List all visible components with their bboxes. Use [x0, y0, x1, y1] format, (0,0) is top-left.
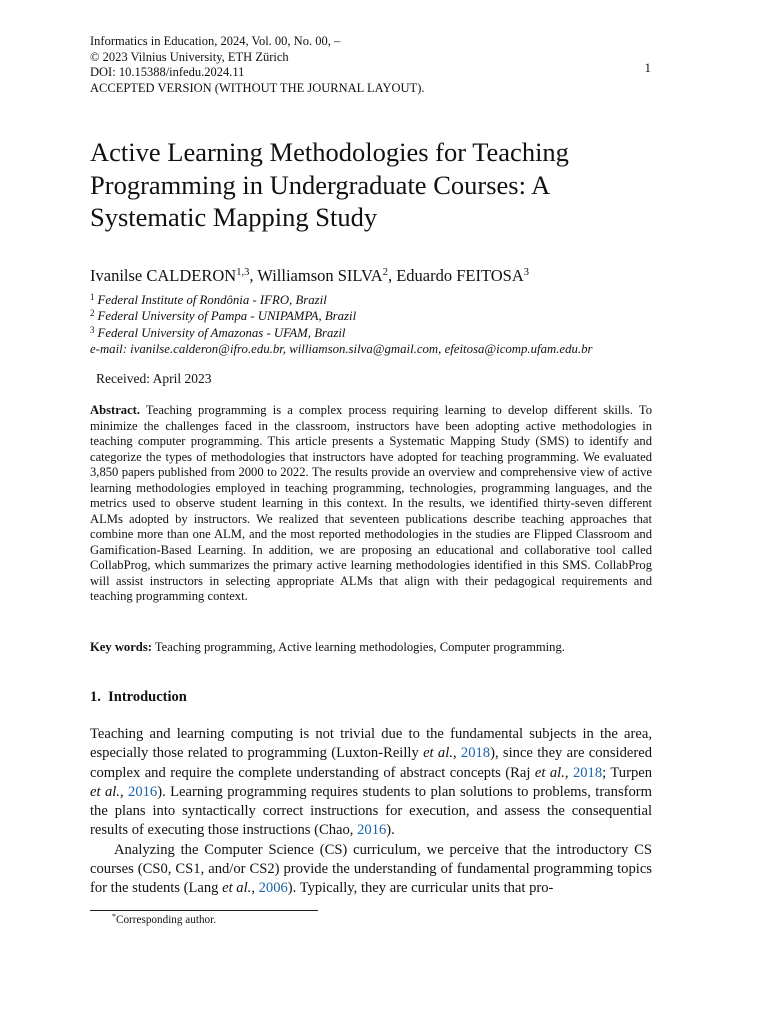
version-note: ACCEPTED VERSION (WITHOUT THE JOURNAL LAYOUT).	[90, 80, 425, 95]
abstract	[90, 403, 652, 605]
abstract-label: Abstract.	[90, 403, 141, 417]
affiliation-text: Federal Institute of Rondônia - IFRO, Brazil	[97, 293, 327, 307]
text-run: ).	[386, 822, 395, 839]
copyright-line: © 2023 Vilnius University, ETH Zürich	[90, 49, 289, 64]
author-separator: ,	[387, 266, 397, 285]
text-run: Analyzing the Computer Science (CS) curriculum, we perceive that the introductory CS courses (CS0, CS1, and/or CS2) provide the understanding of fundamental programming topics for the students (Lang	[90, 841, 652, 897]
affiliation-number: 1	[90, 292, 95, 302]
text-run: ,	[251, 880, 259, 897]
author-list	[90, 266, 529, 286]
affiliation-item	[90, 325, 592, 341]
text-run: ), since they are considered complex and require the complete understanding of abstract concepts (Raj	[90, 745, 652, 781]
paragraph	[90, 841, 652, 899]
doi-line: DOI: 10.15388/infedu.2024.11	[90, 65, 245, 79]
keywords-text: Teaching programming, Active learning methodologies, Computer programming.	[154, 640, 565, 654]
et-al: et al.	[423, 745, 453, 762]
page-number: 1	[644, 60, 651, 75]
abstract-text: Teaching programming is a complex process requiring learning to develop different skills. To minimize the challenges faced in the classroom, instructors have been adopting active methodologies in teaching computer programming. This article presents a Systematic Mapping Study (SMS) to identify and categorize the types of methodologies that instructors have adopted for teaching programming. We evaluated 3,850 papers published from 2000 to 2022. The results provide an overview and comprehensive view of active learning methodologies employed in teaching programming, technologies, programming languages, and the metrics used to observe student learning in this context. In the results, we identified thirty-seven different ALMs adopted by instructors. We realized that seventeen publications describe teaching approaches that combine more than one ALM, and the most reported methodologies in the studies are Flipped Classroom and Gamification-Based Learning. In addition, we are proposing an educational and collaborative tool called CollabProg, which summarizes the primary active learning methodologies identified in this SMS. CollabProg will assist instructors in selecting appropriate ALMs that align with their pedagogical requirements and teaching programming context.	[90, 403, 652, 603]
affiliation-text: Federal University of Pampa - UNIPAMPA, Brazil	[97, 309, 357, 324]
author-affiliation-mark: 3	[523, 267, 529, 278]
keywords	[90, 640, 652, 656]
text-run: ,	[452, 745, 461, 762]
et-al: et al.	[534, 764, 565, 781]
author-name: Williamson SILVA	[257, 266, 383, 285]
affiliation-item	[90, 292, 592, 308]
received-date: Received: April 2023	[96, 371, 212, 386]
affiliation-text: Federal University of Amazonas - UFAM, Brazil	[97, 325, 346, 340]
footnote-text: Corresponding author.	[116, 914, 217, 926]
paper-title: Active Learning Methodologies for Teaching Programming in Undergraduate Courses: A Systematic Mapping Study	[90, 137, 569, 232]
author-emails: e-mail: ivanilse.calderon@ifro.edu.br, williamson.silva@gmail.com, efeitosa@icomp.ufam.edu.br	[90, 341, 593, 356]
section-title: Introduction	[108, 689, 187, 705]
author-affiliation-mark: 1,3	[236, 267, 250, 278]
paragraph	[90, 725, 652, 841]
citation-link[interactable]: 2018	[572, 764, 603, 781]
text-run: ,	[119, 783, 129, 800]
affiliation-number: 2	[90, 308, 95, 319]
affiliation-item	[90, 308, 592, 324]
section-heading-introduction	[90, 689, 187, 706]
journal-citation: Informatics in Education, 2024, Vol. 00, No. 00, –	[90, 34, 341, 48]
introduction-body	[90, 725, 652, 899]
section-number: 1.	[90, 689, 101, 705]
et-al: et al.	[90, 783, 120, 800]
citation-link[interactable]: 2016	[128, 783, 158, 800]
affiliation-number: 3	[90, 324, 95, 335]
citation-link[interactable]: 2016	[357, 822, 387, 839]
journal-header	[90, 34, 424, 96]
citation-link[interactable]: 2018	[460, 745, 491, 762]
et-al: et al.	[222, 880, 252, 897]
text-run: Teaching and learning computing is not trivial due to the fundamental subjects in the area, especially those related to programming (Luxton-Reilly	[90, 726, 652, 762]
author-name: Eduardo FEITOSA	[396, 266, 524, 285]
author-affiliation-mark: 2	[382, 267, 388, 278]
affiliation-list	[90, 292, 592, 357]
footnote-divider	[90, 910, 318, 911]
citation-link[interactable]: 2006	[258, 880, 288, 897]
keywords-label: Key words:	[90, 640, 152, 654]
footnote-mark: *	[112, 912, 116, 921]
text-run: ; Turpen	[602, 764, 653, 781]
text-run: ). Typically, they are curricular units that pro-	[287, 880, 554, 897]
author-name: Ivanilse CALDERON	[90, 266, 237, 285]
text-run: ). Learning programming requires students to plan solutions to problems, transform the plans into syntactically correct instructions for execution, and assess the consequential results of executing those instructions (Chao,	[90, 783, 653, 839]
text-run: ,	[564, 764, 573, 781]
author-separator: ,	[249, 266, 258, 285]
footnote	[112, 914, 216, 926]
